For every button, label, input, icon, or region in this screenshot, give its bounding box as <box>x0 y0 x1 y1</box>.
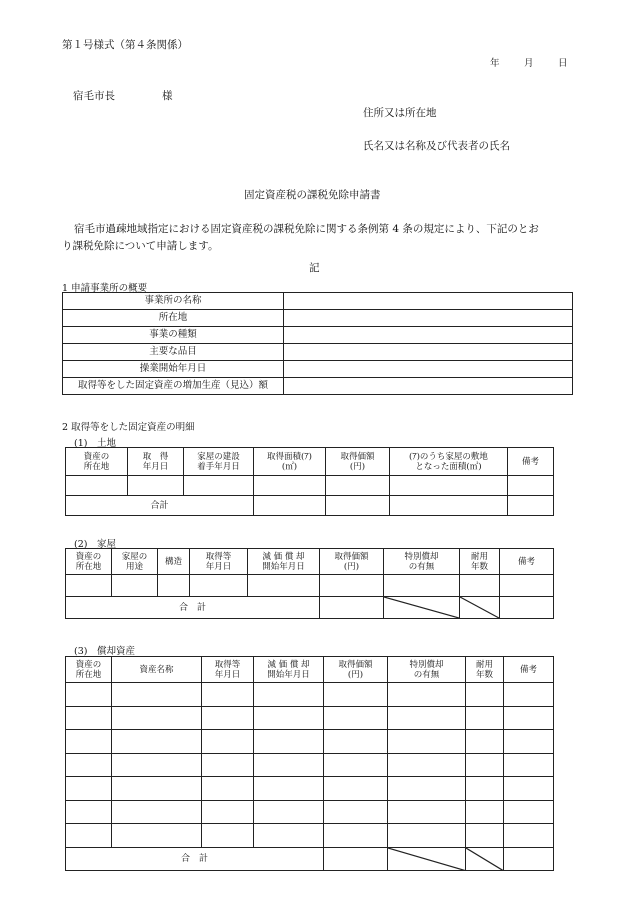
summary-value-cell[interactable] <box>284 293 573 310</box>
body-text-line2: り課税免除について申請します。 <box>62 240 219 252</box>
land-header: 資産の 所在地 <box>66 448 128 476</box>
diagonal-strike <box>466 848 503 871</box>
house-cell[interactable] <box>66 575 112 597</box>
house-cell[interactable] <box>384 575 460 597</box>
land-cell[interactable] <box>326 476 390 496</box>
diagonal-strike <box>460 597 499 618</box>
depreciable-header: 耐用 年数 <box>466 657 504 683</box>
depreciable-cell[interactable] <box>66 753 112 777</box>
depreciable-cell[interactable] <box>504 800 554 824</box>
depreciable-cell[interactable] <box>466 753 504 777</box>
depreciable-cell[interactable] <box>388 777 466 801</box>
house-header: 特別償却 の有無 <box>384 549 460 575</box>
depreciable-cell[interactable] <box>66 777 112 801</box>
table-row <box>66 753 554 777</box>
table-row <box>66 824 554 848</box>
land-header: 取得面積(ｱ) (㎡) <box>254 448 326 476</box>
depreciable-cell[interactable] <box>466 683 504 707</box>
form-number: 第１号様式（第４条関係） <box>62 39 188 51</box>
summary-label: 操業開始年月日 <box>63 361 284 378</box>
depreciable-header: 特別償却 の有無 <box>388 657 466 683</box>
depreciable-cell[interactable] <box>202 800 254 824</box>
depreciable-cell[interactable] <box>202 824 254 848</box>
land-header: 備考 <box>508 448 554 476</box>
summary-label: 主要な品目 <box>63 344 284 361</box>
table-row <box>66 800 554 824</box>
house-header: 取得価額 (円) <box>320 549 384 575</box>
house-header: 取得等 年月日 <box>190 549 248 575</box>
depreciable-cell[interactable] <box>388 824 466 848</box>
table-row <box>66 575 554 597</box>
depreciable-cell[interactable] <box>466 777 504 801</box>
date-day-label: 日 <box>558 58 568 69</box>
house-header: 減 価 償 却 開始年月日 <box>248 549 320 575</box>
depreciable-cell[interactable] <box>66 800 112 824</box>
depreciable-total-cell[interactable] <box>504 847 554 871</box>
land-table <box>65 447 554 516</box>
house-cell[interactable] <box>500 575 554 597</box>
date-year-label: 年 <box>490 58 500 69</box>
summary-label: 取得等をした固定資産の増加生産（見込）額 <box>63 378 284 395</box>
land-header: (ｱ)のうち家屋の敷地 となった面積(㎡) <box>390 448 508 476</box>
land-total-cell[interactable] <box>508 496 554 516</box>
house-total-cell[interactable] <box>500 597 554 619</box>
depreciable-cell[interactable] <box>254 824 324 848</box>
table-row <box>66 476 554 496</box>
depreciable-cell[interactable] <box>324 800 388 824</box>
depreciable-cell[interactable] <box>254 683 324 707</box>
depreciable-total-row <box>66 847 554 871</box>
depreciable-cell[interactable] <box>66 683 112 707</box>
depreciable-cell[interactable] <box>324 706 388 730</box>
depreciable-cell[interactable] <box>254 800 324 824</box>
name-label: 氏名又は名称及び代表者の氏名 <box>363 140 510 152</box>
summary-value-cell[interactable] <box>284 344 573 361</box>
table-row <box>66 706 554 730</box>
business-summary-table <box>62 292 573 395</box>
depreciable-cell[interactable] <box>202 753 254 777</box>
house-header: 構造 <box>158 549 190 575</box>
house-cell[interactable] <box>248 575 320 597</box>
table-row <box>66 683 554 707</box>
depreciable-cell[interactable] <box>504 683 554 707</box>
land-header: 取得価額 (円) <box>326 448 390 476</box>
land-header: 家屋の建設 着手年月日 <box>184 448 254 476</box>
depreciable-cell[interactable] <box>504 824 554 848</box>
house-cell[interactable] <box>158 575 190 597</box>
depreciable-cell[interactable] <box>112 800 202 824</box>
depreciable-header: 取得等 年月日 <box>202 657 254 683</box>
honorific: 様 <box>162 90 173 102</box>
ki-marker: 記 <box>309 262 320 274</box>
depreciable-header: 取得価額 (円) <box>324 657 388 683</box>
depreciable-cell[interactable] <box>324 753 388 777</box>
depreciable-cell[interactable] <box>504 777 554 801</box>
house-total-struck-cell <box>460 597 500 619</box>
depreciable-total-struck-cell <box>388 847 466 871</box>
depreciable-cell[interactable] <box>388 730 466 754</box>
depreciable-cell[interactable] <box>466 824 504 848</box>
land-total-row <box>66 496 554 516</box>
depreciable-total-struck-cell <box>466 847 504 871</box>
house-cell[interactable] <box>112 575 158 597</box>
diagonal-strike <box>384 597 459 618</box>
depreciable-header: 資産の 所在地 <box>66 657 112 683</box>
body-text-line1: 宿毛市過疎地域指定における固定資産税の課税免除に関する条例第 4 条の規定により、下記のとお <box>74 223 539 235</box>
depreciable-cell[interactable] <box>66 706 112 730</box>
land-cell[interactable] <box>508 476 554 496</box>
depreciable-table <box>65 656 554 871</box>
summary-label: 事業所の名称 <box>63 293 284 310</box>
depreciable-cell[interactable] <box>254 753 324 777</box>
depreciable-total-cell[interactable] <box>324 847 388 871</box>
depreciable-cell[interactable] <box>388 753 466 777</box>
depreciable-heading: (3) 償却資産 <box>74 646 135 657</box>
depreciable-cell[interactable] <box>202 683 254 707</box>
summary-value-cell[interactable] <box>284 310 573 327</box>
house-header: 備考 <box>500 549 554 575</box>
depreciable-cell[interactable] <box>112 706 202 730</box>
land-cell[interactable] <box>128 476 184 496</box>
depreciable-cell[interactable] <box>254 777 324 801</box>
depreciable-total-label: 合 計 <box>66 847 324 871</box>
depreciable-cell[interactable] <box>202 706 254 730</box>
house-table <box>65 548 554 619</box>
depreciable-cell[interactable] <box>254 730 324 754</box>
depreciable-header: 備考 <box>504 657 554 683</box>
house-cell[interactable] <box>460 575 500 597</box>
depreciable-cell[interactable] <box>466 800 504 824</box>
depreciable-cell[interactable] <box>388 706 466 730</box>
house-cell[interactable] <box>320 575 384 597</box>
summary-label: 所在地 <box>63 310 284 327</box>
depreciable-cell[interactable] <box>324 683 388 707</box>
land-cell[interactable] <box>390 476 508 496</box>
house-total-cell[interactable] <box>320 597 384 619</box>
depreciable-cell[interactable] <box>324 824 388 848</box>
house-header: 家屋の 用途 <box>112 549 158 575</box>
depreciable-header: 資産名称 <box>112 657 202 683</box>
house-total-row <box>66 597 554 619</box>
depreciable-cell[interactable] <box>504 730 554 754</box>
depreciable-cell[interactable] <box>112 730 202 754</box>
land-total-label: 合計 <box>66 496 254 516</box>
section1-heading: 1 申請事業所の概要 <box>62 283 148 294</box>
depreciable-cell[interactable] <box>504 706 554 730</box>
depreciable-cell[interactable] <box>504 753 554 777</box>
summary-value-cell[interactable] <box>284 361 573 378</box>
date-month-label: 月 <box>524 58 534 69</box>
depreciable-cell[interactable] <box>388 683 466 707</box>
land-header: 取 得 年月日 <box>128 448 184 476</box>
land-cell[interactable] <box>254 476 326 496</box>
house-header: 資産の 所在地 <box>66 549 112 575</box>
depreciable-cell[interactable] <box>112 753 202 777</box>
land-total-cell[interactable] <box>326 496 390 516</box>
house-cell[interactable] <box>190 575 248 597</box>
depreciable-cell[interactable] <box>324 777 388 801</box>
table-row <box>66 730 554 754</box>
depreciable-cell[interactable] <box>66 824 112 848</box>
depreciable-cell[interactable] <box>202 730 254 754</box>
summary-value-cell[interactable] <box>284 378 573 395</box>
depreciable-cell[interactable] <box>112 683 202 707</box>
depreciable-cell[interactable] <box>202 777 254 801</box>
depreciable-header: 減 価 償 却 開始年月日 <box>254 657 324 683</box>
depreciable-cell[interactable] <box>112 824 202 848</box>
depreciable-cell[interactable] <box>112 777 202 801</box>
table-row <box>66 777 554 801</box>
house-total-struck-cell <box>384 597 460 619</box>
land-cell[interactable] <box>184 476 254 496</box>
summary-label: 事業の種類 <box>63 327 284 344</box>
depreciable-cell[interactable] <box>254 706 324 730</box>
house-header: 耐用 年数 <box>460 549 500 575</box>
address-label: 住所又は所在地 <box>363 107 437 119</box>
depreciable-cell[interactable] <box>388 800 466 824</box>
land-heading: (1) 土地 <box>74 438 116 449</box>
depreciable-cell[interactable] <box>466 706 504 730</box>
house-total-label: 合 計 <box>66 597 320 619</box>
depreciable-cell[interactable] <box>466 730 504 754</box>
summary-value-cell[interactable] <box>284 327 573 344</box>
addressee: 宿毛市長 <box>73 90 115 102</box>
document-title: 固定資産税の課税免除申請書 <box>244 189 381 201</box>
depreciable-cell[interactable] <box>324 730 388 754</box>
land-total-cell[interactable] <box>254 496 326 516</box>
land-cell[interactable] <box>66 476 128 496</box>
depreciable-cell[interactable] <box>66 730 112 754</box>
section2-heading: 2 取得等をした固定資産の明細 <box>62 422 195 433</box>
house-heading: (2) 家屋 <box>74 539 116 550</box>
land-total-cell[interactable] <box>390 496 508 516</box>
diagonal-strike <box>388 848 465 871</box>
